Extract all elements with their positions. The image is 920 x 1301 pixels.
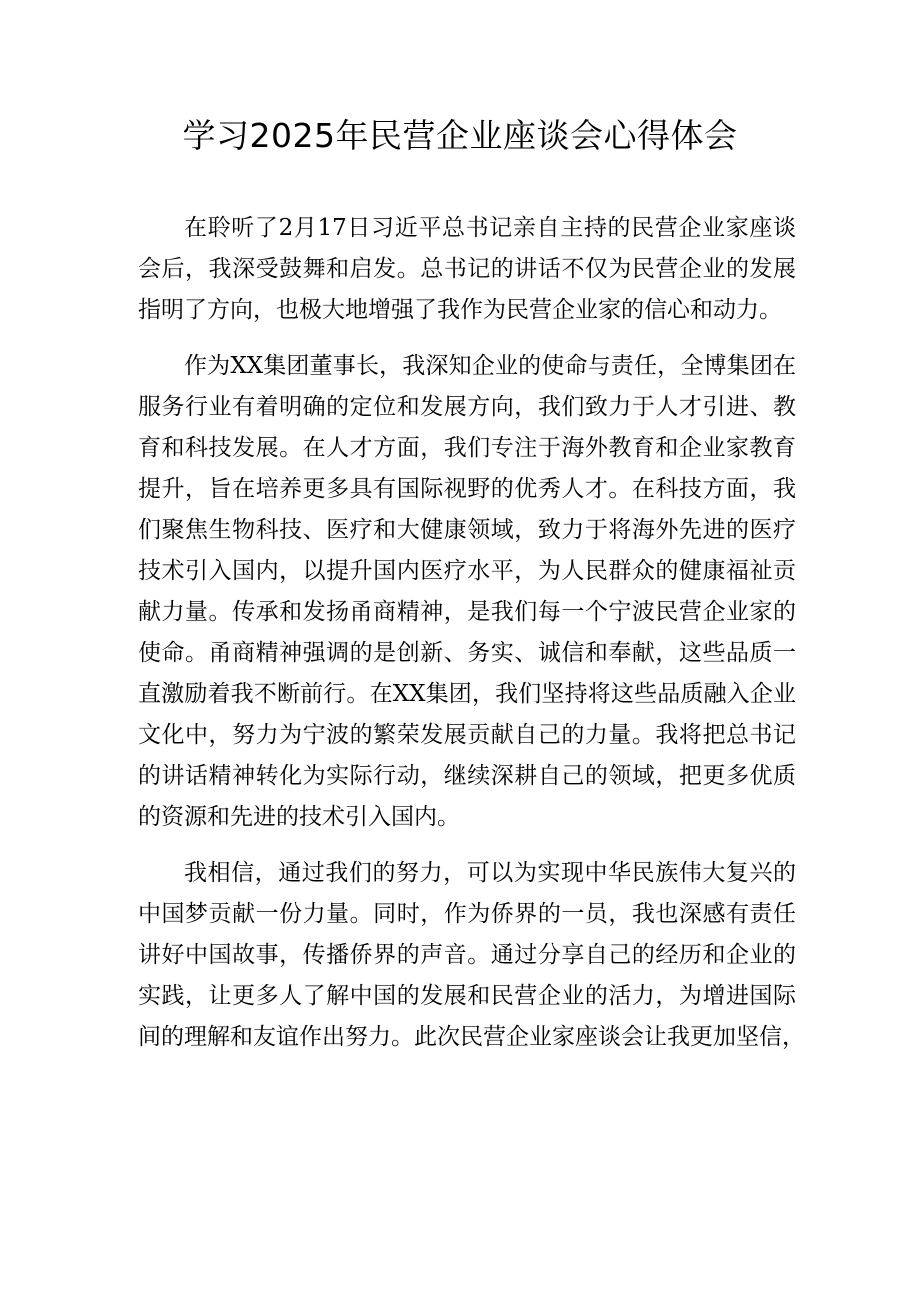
text-line: 我相信，通过我们的努力，可以为实现中华民族伟大复兴的	[184, 860, 796, 886]
text-line: 文化中，努力为宁波的繁荣发展贡献自己的力量。我将把总书记	[138, 722, 796, 748]
text-line: 们聚焦生物科技、医疗和大健康领域，致力于将海外先进的医疗	[138, 517, 796, 543]
text-line: 使命。甬商精神强调的是创新、务实、诚信和奉献，这些品质一	[138, 640, 796, 666]
text-line: 的资源和先进的技术引入国内。	[138, 804, 460, 830]
paragraph-2	[138, 346, 796, 838]
text-line: 育和科技发展。在人才方面，我们专注于海外教育和企业家教育	[138, 435, 796, 461]
text-line: 服务行业有着明确的定位和发展方向，我们致力于人才引进、教	[138, 394, 796, 420]
text-line: 会后，我深受鼓舞和启发。总书记的讲话不仅为民营企业的发展	[138, 256, 796, 282]
document-body	[138, 208, 805, 1058]
paragraph-3	[138, 853, 805, 1058]
text-line: 间的理解和友谊作出努力。此次民营企业家座谈会让我更加坚信，	[138, 1024, 805, 1050]
text-line: 作为XX集团董事长，我深知企业的使命与责任，全博集团在	[184, 353, 796, 379]
document-title: 学习2025年民营企业座谈会心得体会	[182, 116, 738, 155]
paragraph-1	[138, 208, 796, 331]
text-line: 技术引入国内，以提升国内医疗水平，为人民群众的健康福祉贡	[138, 558, 796, 584]
text-line: 提升，旨在培养更多具有国际视野的优秀人才。在科技方面，我	[138, 476, 796, 502]
text-line: 的讲话精神转化为实际行动，继续深耕自己的领域，把更多优质	[138, 763, 796, 789]
text-line: 讲好中国故事，传播侨界的声音。通过分享自己的经历和企业的	[138, 942, 796, 968]
text-line: 在聆听了2月17日习近平总书记亲自主持的民营企业家座谈	[184, 215, 796, 241]
text-line: 中国梦贡献一份力量。同时，作为侨界的一员，我也深感有责任	[138, 901, 796, 927]
text-line: 实践，让更多人了解中国的发展和民营企业的活力，为增进国际	[138, 983, 796, 1009]
text-line: 献力量。传承和发扬甬商精神，是我们每一个宁波民营企业家的	[138, 599, 796, 625]
text-line: 直激励着我不断前行。在XX集团，我们坚持将这些品质融入企业	[138, 681, 796, 707]
text-line: 指明了方向，也极大地增强了我作为民营企业家的信心和动力。	[138, 297, 782, 323]
